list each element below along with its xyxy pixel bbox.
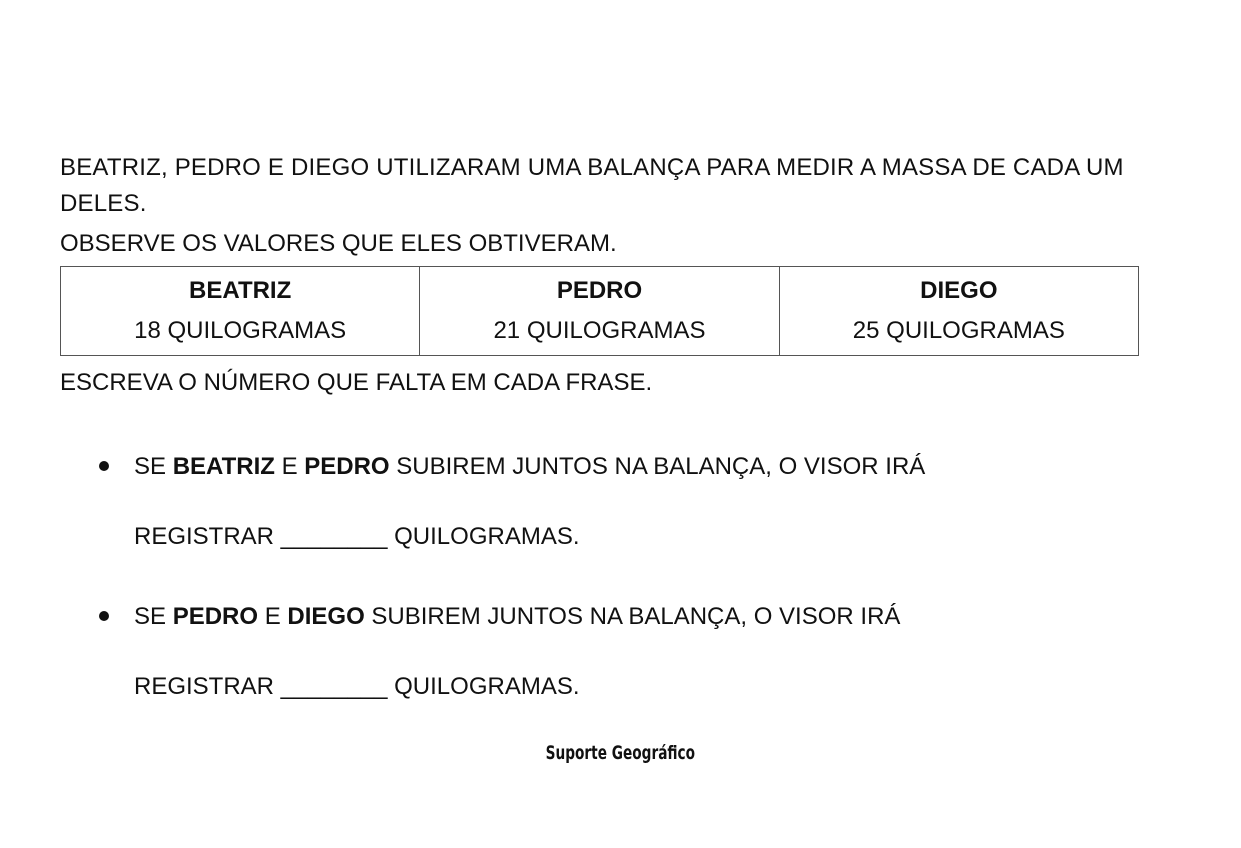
table-cell-diego [779,267,1138,356]
table-row [61,267,1139,356]
cell-value: 25 QUILOGRAMAS [852,317,1065,344]
question-name-a: PEDRO [172,603,259,630]
question-connector: E [258,603,288,630]
question-prefix: SE [134,453,173,480]
intro-paragraph: BEATRIZ, PEDRO E DIEGO UTILIZARAM UMA BALANÇA PARA MEDIR A MASSA DE CADA UM DELES. [60,154,1124,217]
bullet-icon [99,461,109,471]
question-name-a: BEATRIZ [172,453,275,480]
cell-value: 21 QUILOGRAMAS [493,317,706,344]
cell-name: DIEGO [920,277,998,304]
table-cell-beatriz [61,267,420,356]
answer-line: REGISTRAR ________ QUILOGRAMAS. [134,673,580,700]
question-suffix: SUBIREM JUNTOS NA BALANÇA, O VISOR IRÁ [389,453,926,480]
mass-table [60,266,1139,356]
table-cell-pedro [420,267,779,356]
question-suffix: SUBIREM JUNTOS NA BALANÇA, O VISOR IRÁ [364,603,901,630]
question-connector: E [274,453,305,480]
cell-name: PEDRO [556,277,643,304]
fill-instruction: ESCREVA O NÚMERO QUE FALTA EM CADA FRASE. [60,369,653,396]
answer-line: REGISTRAR ________ QUILOGRAMAS. [134,523,580,550]
bullet-icon [99,611,109,621]
cell-name: BEATRIZ [189,277,292,304]
observe-instruction: OBSERVE OS VALORES QUE ELES OBTIVERAM. [60,230,617,257]
question-name-b: DIEGO [287,603,365,630]
question-name-b: PEDRO [304,453,390,480]
question-line [134,600,900,634]
question-prefix: SE [134,603,173,630]
cell-value: 18 QUILOGRAMAS [134,317,347,344]
footer-credit: Suporte Geográfico [545,742,696,764]
question-line [134,450,925,484]
